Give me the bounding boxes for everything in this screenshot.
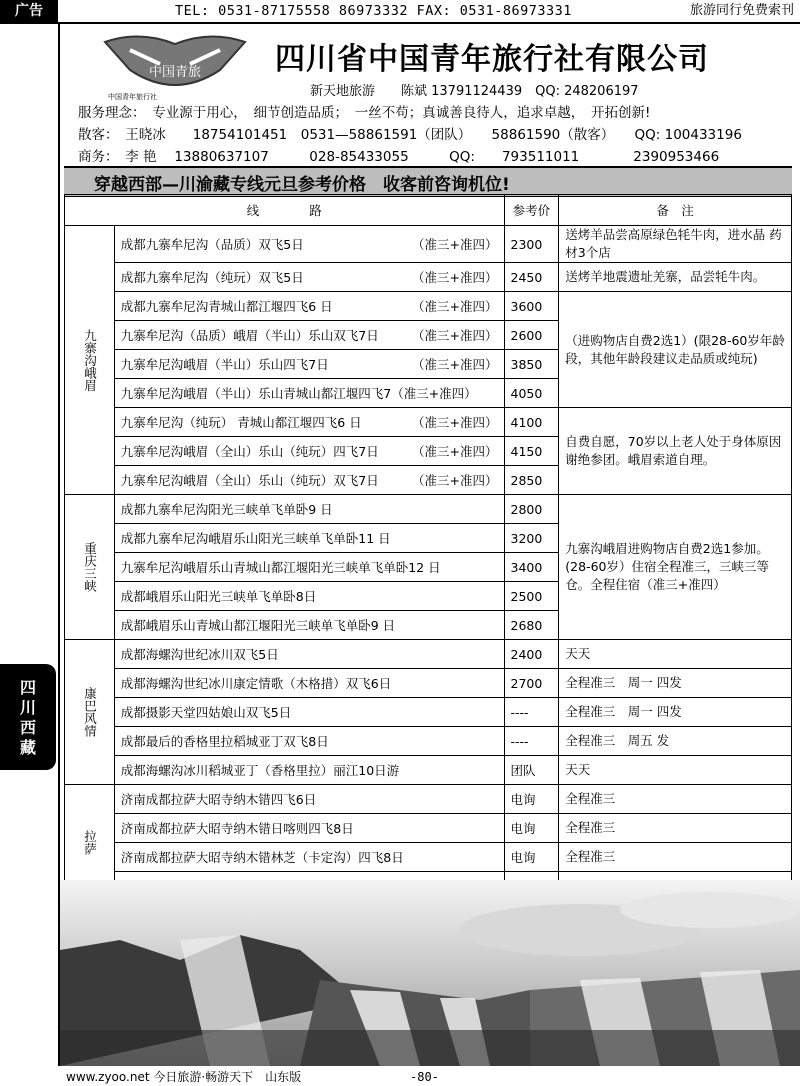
price-cell: 团队 xyxy=(504,756,559,785)
route-name: 九寨牟尼沟峨眉（全山）乐山（纯玩）双飞7日 xyxy=(120,473,379,489)
logo-text: 中国青旅 xyxy=(148,65,202,80)
route-name: 成都九寨牟尼沟青城山都江堰四飞6 日 xyxy=(120,299,333,315)
price-cell: 2850 xyxy=(504,466,559,495)
route-standard: （准三+准四） xyxy=(412,444,498,460)
note-cell: 九寨沟峨眉进购物店自费2选1参加。(28-60岁）住宿全程准三，三峡三等仓。全程住宿（准三+准四） xyxy=(559,495,792,640)
business-line: 商务： 李 艳 13880637107 028-85433055 QQ: 793511011 2390953466 xyxy=(78,149,720,165)
table-row xyxy=(65,226,792,263)
company-name: 四川省中国青年旅行社有限公司 xyxy=(275,42,709,77)
price-cell: 2700 xyxy=(504,669,559,698)
route-name: 成都峨眉乐山青城山都江堰阳光三峡单飞单卧9 日 xyxy=(120,618,396,634)
footer-site: www.zyoo.net 今日旅游·畅游天下 山东版 xyxy=(66,1070,302,1084)
category-cell: 康巴风情 xyxy=(65,640,115,785)
table-row xyxy=(65,408,792,437)
route-cell xyxy=(114,292,504,321)
route-name: 成都海螺沟世纪冰川康定情歌（木格措）双飞6日 xyxy=(120,676,392,692)
table-row xyxy=(65,727,792,756)
logo-sub: 中国青年旅行社 xyxy=(108,93,157,101)
table-row xyxy=(65,785,792,814)
route-cell xyxy=(114,524,504,553)
route-cell xyxy=(114,756,504,785)
route-cell xyxy=(114,640,504,669)
route-name: 成都九寨牟尼沟阳光三峡单飞单卧9 日 xyxy=(120,502,333,518)
price-cell: 2600 xyxy=(504,321,559,350)
table-row xyxy=(65,756,792,785)
price-cell: ---- xyxy=(504,698,559,727)
table-row xyxy=(65,495,792,524)
price-cell: 2680 xyxy=(504,611,559,640)
table-header-row xyxy=(65,195,792,226)
route-standard: （准三+准四） xyxy=(412,415,498,431)
table-row xyxy=(65,669,792,698)
price-cell: 2300 xyxy=(504,226,559,263)
note-cell: 送烤羊品尝高原绿色牦牛肉，进水晶 药材3个店 xyxy=(559,226,792,263)
route-cell xyxy=(114,611,504,640)
motto-line: 服务理念： 专业源于用心， 细节创造品质； 一丝不苟；真诚善良待人，追求卓越， 开拓创新! xyxy=(78,105,651,121)
route-name: 九寨牟尼沟峨眉乐山青城山都江堰阳光三峡单飞单卧12 日 xyxy=(120,560,441,576)
route-name: 成都海螺沟世纪冰川双飞5日 xyxy=(120,647,279,663)
header-route: 线 路 xyxy=(65,195,505,226)
price-cell: 3200 xyxy=(504,524,559,553)
route-cell xyxy=(114,379,504,408)
table-row xyxy=(65,263,792,292)
route-cell xyxy=(114,263,504,292)
section-title: 穿越西部—川渝藏专线元旦参考价格 收客前咨询机位! xyxy=(94,175,510,195)
sidebar-label: 四川西藏 xyxy=(19,678,36,757)
section-header xyxy=(64,166,792,197)
route-cell xyxy=(114,226,504,263)
table-row xyxy=(65,640,792,669)
note-cell: 全程准三 周五 发 xyxy=(559,727,792,756)
note-cell: （进购物店自费2选1）(限28-60岁年龄段，其他年龄段建议走品质或纯玩) xyxy=(559,292,792,408)
table-row xyxy=(65,814,792,843)
table-row xyxy=(65,843,792,872)
note-cell: 全程准三 xyxy=(559,814,792,843)
note-cell: 天天 xyxy=(559,640,792,669)
route-name: 成都九寨牟尼沟（纯玩）双飞5日 xyxy=(120,270,304,286)
price-cell: 3600 xyxy=(504,292,559,321)
header-price: 参考价 xyxy=(504,195,559,226)
note-cell: 全程准三 xyxy=(559,785,792,814)
note-cell: 全程准三 周一 四发 xyxy=(559,669,792,698)
price-cell: 4150 xyxy=(504,437,559,466)
note-cell: 自费自愿，70岁以上老人处于身体原因谢绝参团。峨眉索道自理。 xyxy=(559,408,792,495)
route-cell xyxy=(114,495,504,524)
route-name: 成都摄影天堂四姑娘山双飞5日 xyxy=(120,705,292,721)
price-table xyxy=(64,194,792,901)
top-bar xyxy=(0,0,800,24)
category-cell: 重庆三峡 xyxy=(65,495,115,640)
route-cell xyxy=(114,727,504,756)
waterfall-photo xyxy=(60,880,800,1066)
category-cell: 九寨沟峨眉 xyxy=(65,226,115,495)
footer xyxy=(60,1068,800,1086)
route-name: 九寨牟尼沟峨眉（半山）乐山四飞7日 xyxy=(120,357,329,373)
price-cell: 3400 xyxy=(504,553,559,582)
price-cell: 4100 xyxy=(504,408,559,437)
price-cell: 电询 xyxy=(504,785,559,814)
note-cell: 全程准三 周一 四发 xyxy=(559,698,792,727)
route-name: 九寨牟尼沟峨眉（半山）乐山青城山都江堰四飞7（准三+准四） xyxy=(120,386,477,402)
retail-line: 散客： 王晓冰 18754101451 0531—58861591（团队） 58861590（散客） QQ: 100433196 xyxy=(78,127,742,143)
table-row xyxy=(65,698,792,727)
route-cell xyxy=(114,553,504,582)
route-cell xyxy=(114,408,504,437)
table-row xyxy=(65,292,792,321)
route-name: 成都海螺沟冰川稻城亚丁（香格里拉）丽江10日游 xyxy=(120,763,400,779)
route-name: 九寨牟尼沟（纯玩） 青城山都江堰四飞6 日 xyxy=(120,415,362,431)
price-cell: 4050 xyxy=(504,379,559,408)
price-cell: 2450 xyxy=(504,263,559,292)
route-cell xyxy=(114,321,504,350)
route-name: 成都峨眉乐山阳光三峡单飞单卧8日 xyxy=(120,589,317,605)
tel-fax: TEL: 0531-87175558 86973332 FAX: 0531-86973331 xyxy=(175,3,572,19)
price-cell: 2400 xyxy=(504,640,559,669)
price-cell: 电询 xyxy=(504,843,559,872)
note-cell: 送烤羊地震遗址羌寨，品尝牦牛肉。 xyxy=(559,263,792,292)
index-label: 旅游同行免费索刊 xyxy=(689,3,794,18)
route-name: 济南成都拉萨大昭寺纳木错日喀则四飞8日 xyxy=(120,821,354,837)
route-cell xyxy=(114,582,504,611)
route-cell xyxy=(114,350,504,379)
route-standard: （准三+准四） xyxy=(412,299,498,315)
route-name: 成都九寨牟尼沟峨眉乐山阳光三峡单飞单卧11 日 xyxy=(120,531,391,547)
route-cell xyxy=(114,814,504,843)
route-name: 成都九寨牟尼沟（品质）双飞5日 xyxy=(120,237,304,253)
route-name: 济南成都拉萨大昭寺纳木错林芝（卡定沟）四飞8日 xyxy=(120,850,404,866)
route-cell xyxy=(114,466,504,495)
route-cell xyxy=(114,669,504,698)
route-cell xyxy=(114,843,504,872)
route-cell xyxy=(114,698,504,727)
price-cell: 3850 xyxy=(504,350,559,379)
route-cell xyxy=(114,785,504,814)
route-standard: （准三+准四） xyxy=(412,270,498,286)
ad-tag: 广告 xyxy=(0,0,58,22)
section-sidebar-tab xyxy=(0,664,56,770)
route-name: 成都最后的香格里拉稻城亚丁双飞8日 xyxy=(120,734,329,750)
page-number: -80- xyxy=(410,1070,439,1084)
route-cell xyxy=(114,437,504,466)
route-name: 九寨牟尼沟（品质）峨眉（半山）乐山双飞7日 xyxy=(120,328,379,344)
route-name: 九寨牟尼沟峨眉（全山）乐山（纯玩）四飞7日 xyxy=(120,444,379,460)
route-standard: （准三+准四） xyxy=(412,328,498,344)
route-standard: （准三+准四） xyxy=(412,357,498,373)
note-cell: 全程准三 xyxy=(559,843,792,872)
header-note: 备 注 xyxy=(559,195,792,226)
price-cell: 电询 xyxy=(504,814,559,843)
route-standard: （准三+准四） xyxy=(412,237,498,253)
contact-line: 新天地旅游 陈斌 13791124439 QQ: 248206197 xyxy=(310,84,639,99)
price-cell: ---- xyxy=(504,727,559,756)
price-cell: 2800 xyxy=(504,495,559,524)
route-name: 济南成都拉萨大昭寺纳木错四飞6日 xyxy=(120,792,317,808)
route-standard: （准三+准四） xyxy=(412,473,498,489)
note-cell: 天天 xyxy=(559,756,792,785)
price-cell: 2500 xyxy=(504,582,559,611)
category-cell: 拉萨 xyxy=(65,785,115,901)
